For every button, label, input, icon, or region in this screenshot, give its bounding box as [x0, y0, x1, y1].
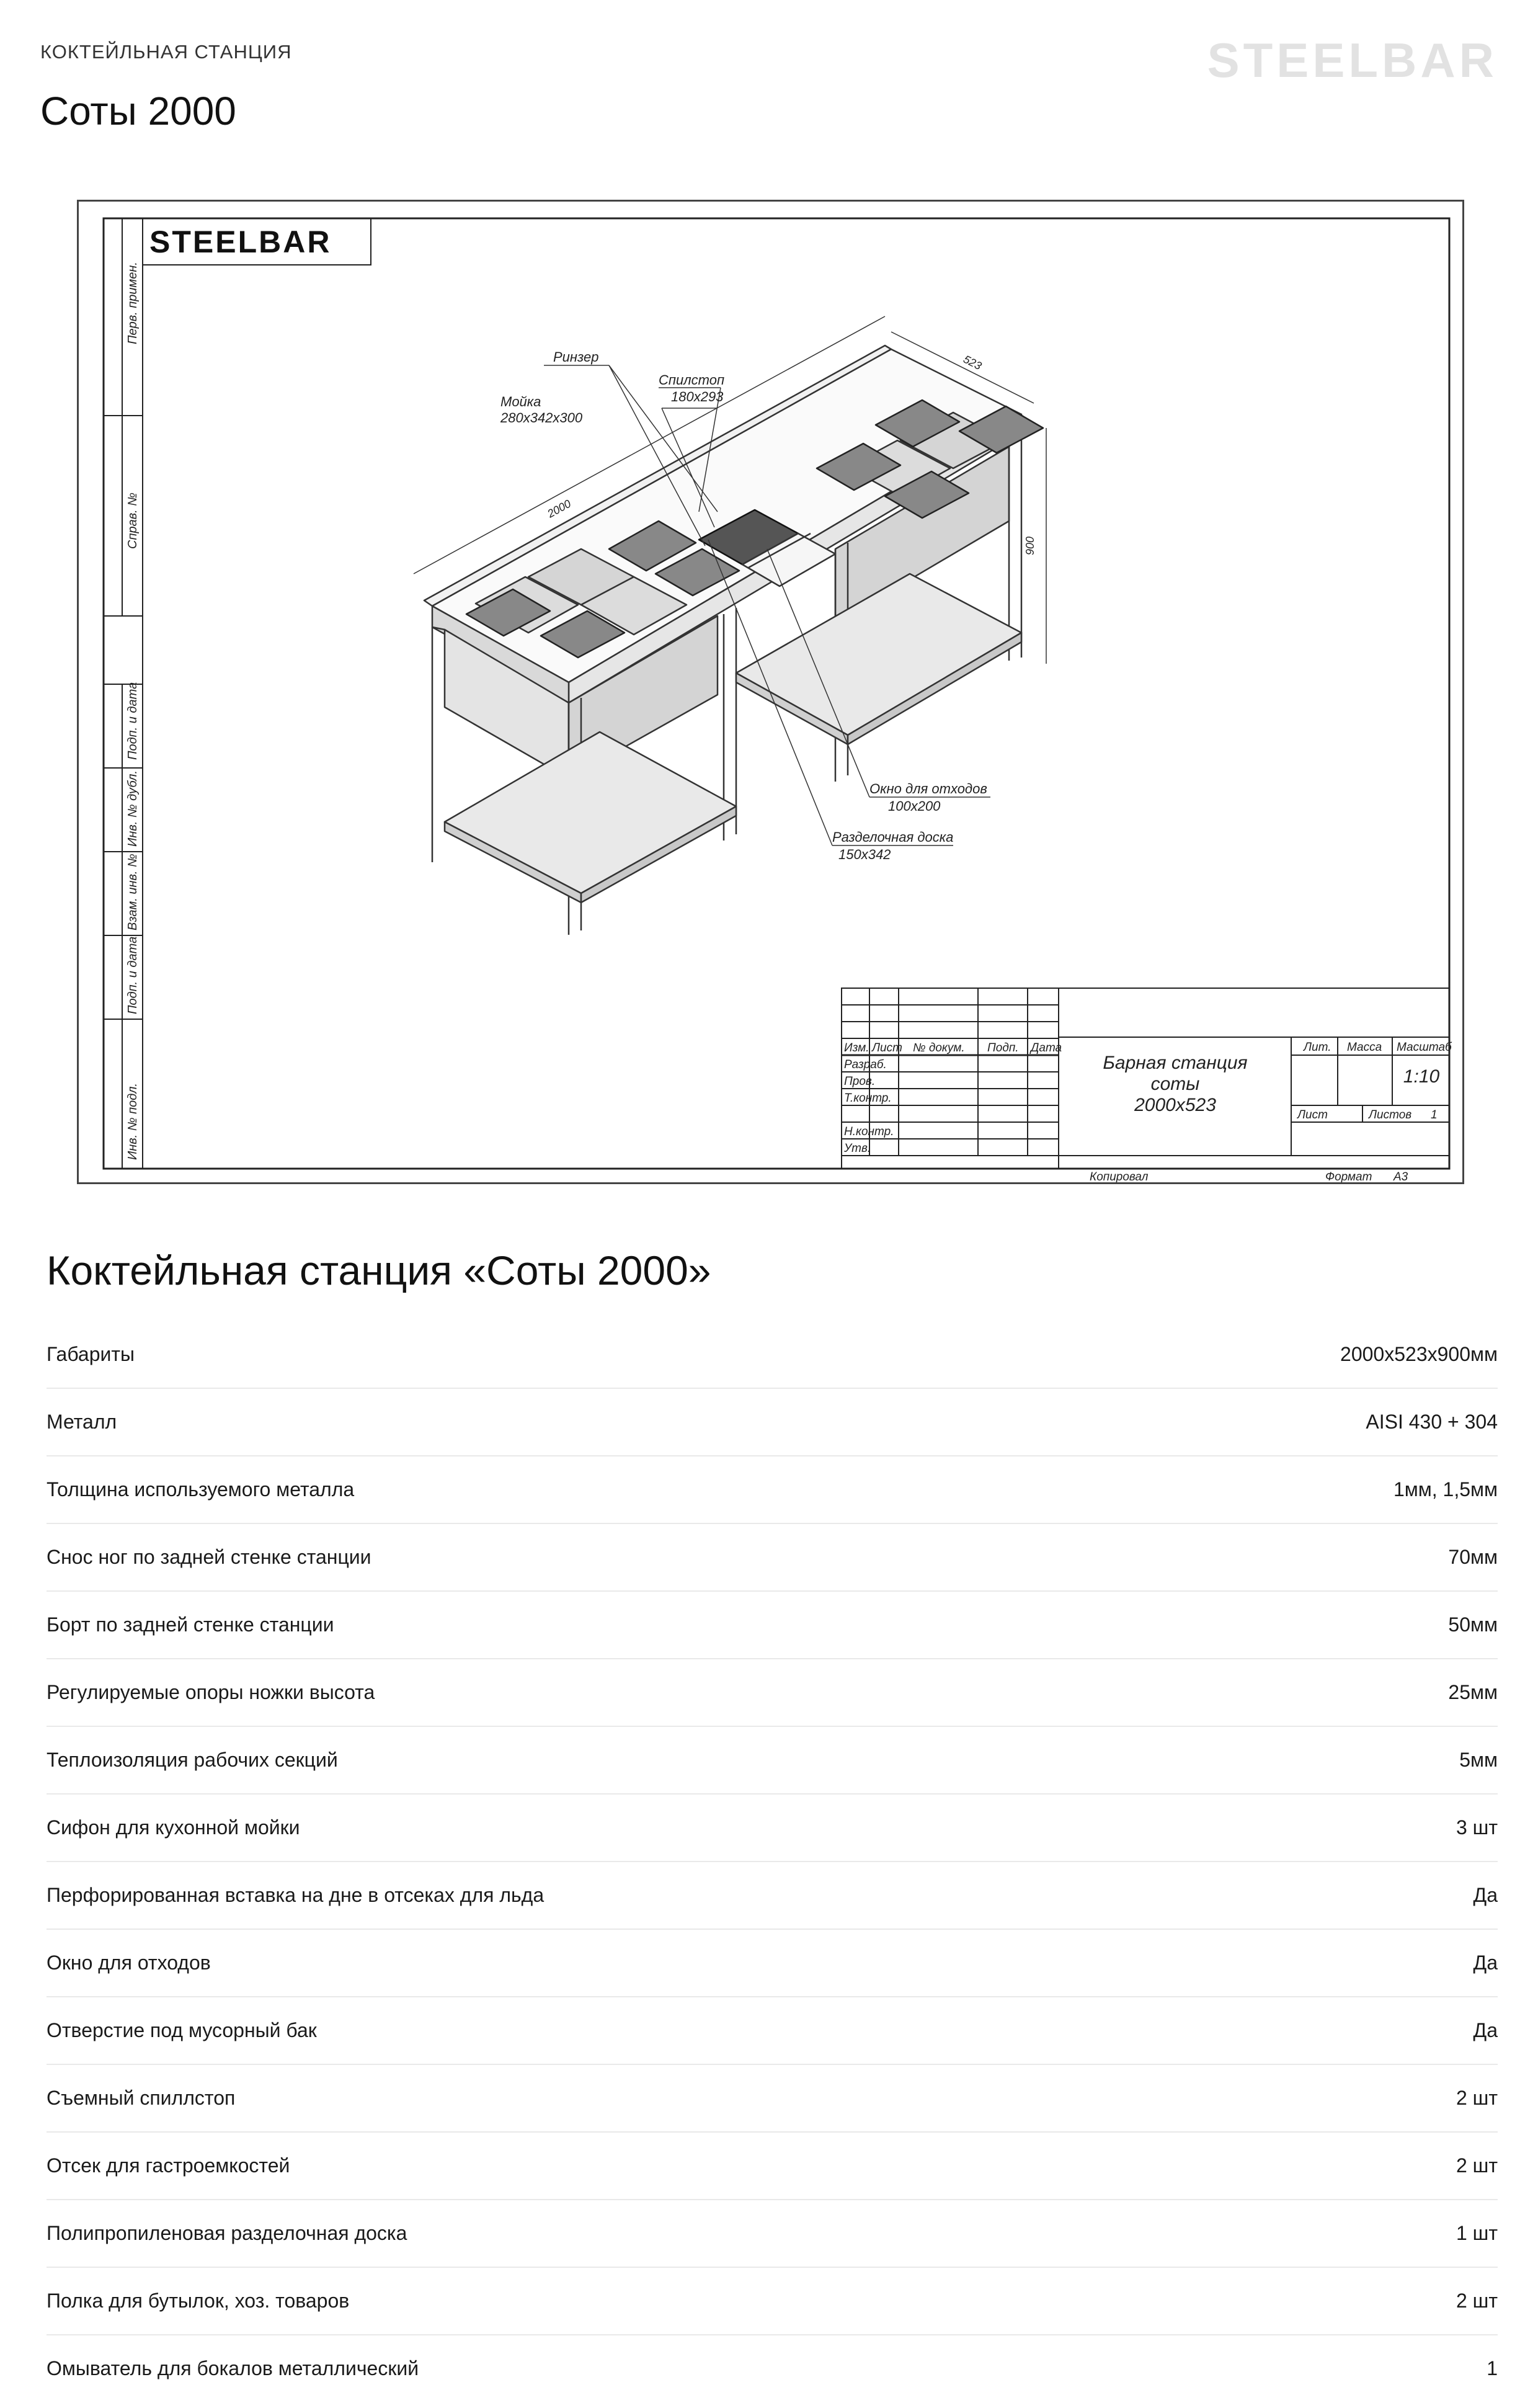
- spec-value: 1мм, 1,5мм: [1393, 1478, 1498, 1501]
- spec-label: Снос ног по задней стенке станции: [47, 1546, 371, 1568]
- spec-value: 3 шт: [1456, 1816, 1498, 1839]
- dim-height: 900: [1024, 536, 1036, 555]
- spec-row: [47, 2065, 1498, 2133]
- tb-format: Формат: [1325, 1171, 1372, 1182]
- spec-row: [47, 1727, 1498, 1795]
- callout-waste-window: Окно для отходов: [869, 781, 987, 796]
- spec-row: [47, 2200, 1498, 2268]
- spec-row: [47, 1321, 1498, 1389]
- spec-row: [47, 1930, 1498, 1997]
- spec-value: 2 шт: [1456, 2154, 1498, 2177]
- callout-spillstop-size: 180x293: [671, 389, 724, 404]
- page-title: Соты 2000: [40, 89, 236, 133]
- specs-title: Коктейльная станция «Соты 2000»: [47, 1247, 711, 1293]
- tb-col-date: Дата: [1031, 1041, 1062, 1055]
- dim-length: 2000: [545, 497, 573, 520]
- tb-row-utv: Утв.: [844, 1142, 871, 1155]
- tb-col-izm: Изм.: [844, 1041, 869, 1055]
- spec-row: [47, 1524, 1498, 1592]
- stamp-podp1: Подп. и дата: [126, 682, 140, 760]
- tb-name-line2: соты: [1150, 1074, 1200, 1094]
- spec-row: [47, 2268, 1498, 2335]
- spec-row: [47, 2133, 1498, 2200]
- tb-sheets-value: 1: [1431, 1108, 1438, 1122]
- tb-lit: Лит.: [1304, 1041, 1331, 1054]
- spec-label: Борт по задней стенке станции: [47, 1613, 334, 1636]
- dim-depth: 523: [961, 352, 984, 373]
- tb-name-line1: Барная станция: [1103, 1053, 1248, 1073]
- stamp-inv-dubl: Инв. № дубл.: [126, 770, 140, 847]
- tb-col-list: Лист: [872, 1041, 902, 1055]
- spec-label: Толщина используемого металла: [47, 1478, 355, 1501]
- tb-scale-label: Масштаб: [1397, 1041, 1452, 1054]
- spec-row: [47, 2335, 1498, 2402]
- spec-value: Да: [1473, 1951, 1498, 1974]
- spec-value: 70мм: [1448, 1546, 1498, 1568]
- spec-value: Да: [1473, 2019, 1498, 2041]
- spec-label: Отсек для гастроемкостей: [47, 2154, 290, 2177]
- spec-value: 2000x523x900мм: [1340, 1343, 1498, 1365]
- technical-drawing: [77, 200, 1464, 1184]
- spec-value: 50мм: [1448, 1613, 1498, 1636]
- tb-row-nkontr: Н.контр.: [844, 1125, 894, 1138]
- spec-value: 25мм: [1448, 1681, 1498, 1703]
- spec-value: AISI 430 + 304: [1366, 1411, 1498, 1433]
- spec-label: Полипропиленовая разделочная доска: [47, 2222, 407, 2244]
- tb-row-razrab: Разраб.: [844, 1058, 887, 1071]
- spec-row: [47, 1389, 1498, 1456]
- spec-label: Перфорированная вставка на дне в отсеках для льда: [47, 1884, 545, 1906]
- tb-col-doc: № докум.: [913, 1041, 965, 1055]
- spec-value: 2 шт: [1456, 2087, 1498, 2109]
- tb-sheets: Листов: [1369, 1108, 1412, 1122]
- spec-row: [47, 1862, 1498, 1930]
- tb-row-tkontr: Т.контр.: [844, 1092, 892, 1105]
- spec-value: 1: [1487, 2357, 1498, 2379]
- spec-row: [47, 1659, 1498, 1727]
- spec-row: [47, 1997, 1498, 2065]
- spec-label: Омыватель для бокалов металлический: [47, 2357, 419, 2379]
- tb-row-prov: Пров.: [844, 1075, 876, 1088]
- spec-value: 2 шт: [1456, 2290, 1498, 2312]
- tb-copied: Копировал: [1090, 1171, 1149, 1182]
- spec-label: Съемный спиллстоп: [47, 2087, 236, 2109]
- brand-logo: STEELBAR: [1207, 33, 1498, 87]
- spec-row: [47, 1456, 1498, 1524]
- stamp-perv: Перв. примен.: [126, 262, 140, 344]
- callout-sink-size: 280x342x300: [500, 410, 583, 426]
- tb-mass: Масса: [1347, 1041, 1382, 1054]
- stamp-inv-podl: Инв. № подл.: [126, 1082, 140, 1160]
- title-block: [842, 988, 1449, 1169]
- spec-label: Полка для бутылок, хоз. товаров: [47, 2290, 350, 2312]
- spec-row: [47, 1795, 1498, 1862]
- spec-value: Да: [1473, 1884, 1498, 1906]
- callout-sink: Мойка: [500, 394, 541, 409]
- callout-rinser: Ринзер: [553, 349, 599, 365]
- spec-label: Теплоизоляция рабочих секций: [47, 1749, 338, 1771]
- stamp-podp2: Подп. и дата: [126, 936, 140, 1014]
- tb-col-sign: Подп.: [987, 1041, 1019, 1055]
- spec-label: Регулируемые опоры ножки высота: [47, 1681, 375, 1703]
- spec-label: Металл: [47, 1411, 117, 1433]
- tb-scale-value: 1:10: [1403, 1066, 1440, 1087]
- tb-name-line3: 2000x523: [1134, 1095, 1216, 1115]
- drawing-logo: STEELBAR: [149, 225, 332, 259]
- callout-cutting-board: Разделочная доска: [832, 829, 954, 845]
- spec-label: Сифон для кухонной мойки: [47, 1816, 300, 1839]
- callout-spillstop: Спилстоп: [659, 372, 725, 388]
- spec-label: Габариты: [47, 1343, 135, 1365]
- station-illustration: [424, 346, 1043, 935]
- spec-row: [47, 1592, 1498, 1659]
- callout-waste-window-size: 100x200: [888, 798, 941, 814]
- spec-label: Отверстие под мусорный бак: [47, 2019, 317, 2041]
- tb-sheet: Лист: [1297, 1108, 1328, 1122]
- spec-value: 1 шт: [1456, 2222, 1498, 2244]
- stamp-vzam: Взам. инв. №: [126, 854, 140, 930]
- specs-table: [47, 1321, 1498, 2402]
- tb-format-value: А3: [1394, 1171, 1408, 1182]
- callout-cutting-board-size: 150x342: [838, 847, 891, 862]
- spec-value: 5мм: [1459, 1749, 1498, 1771]
- category-label: КОКТЕЙЛЬНАЯ СТАНЦИЯ: [40, 41, 292, 63]
- stamp-sprav: Справ. №: [126, 493, 140, 549]
- spec-label: Окно для отходов: [47, 1951, 211, 1974]
